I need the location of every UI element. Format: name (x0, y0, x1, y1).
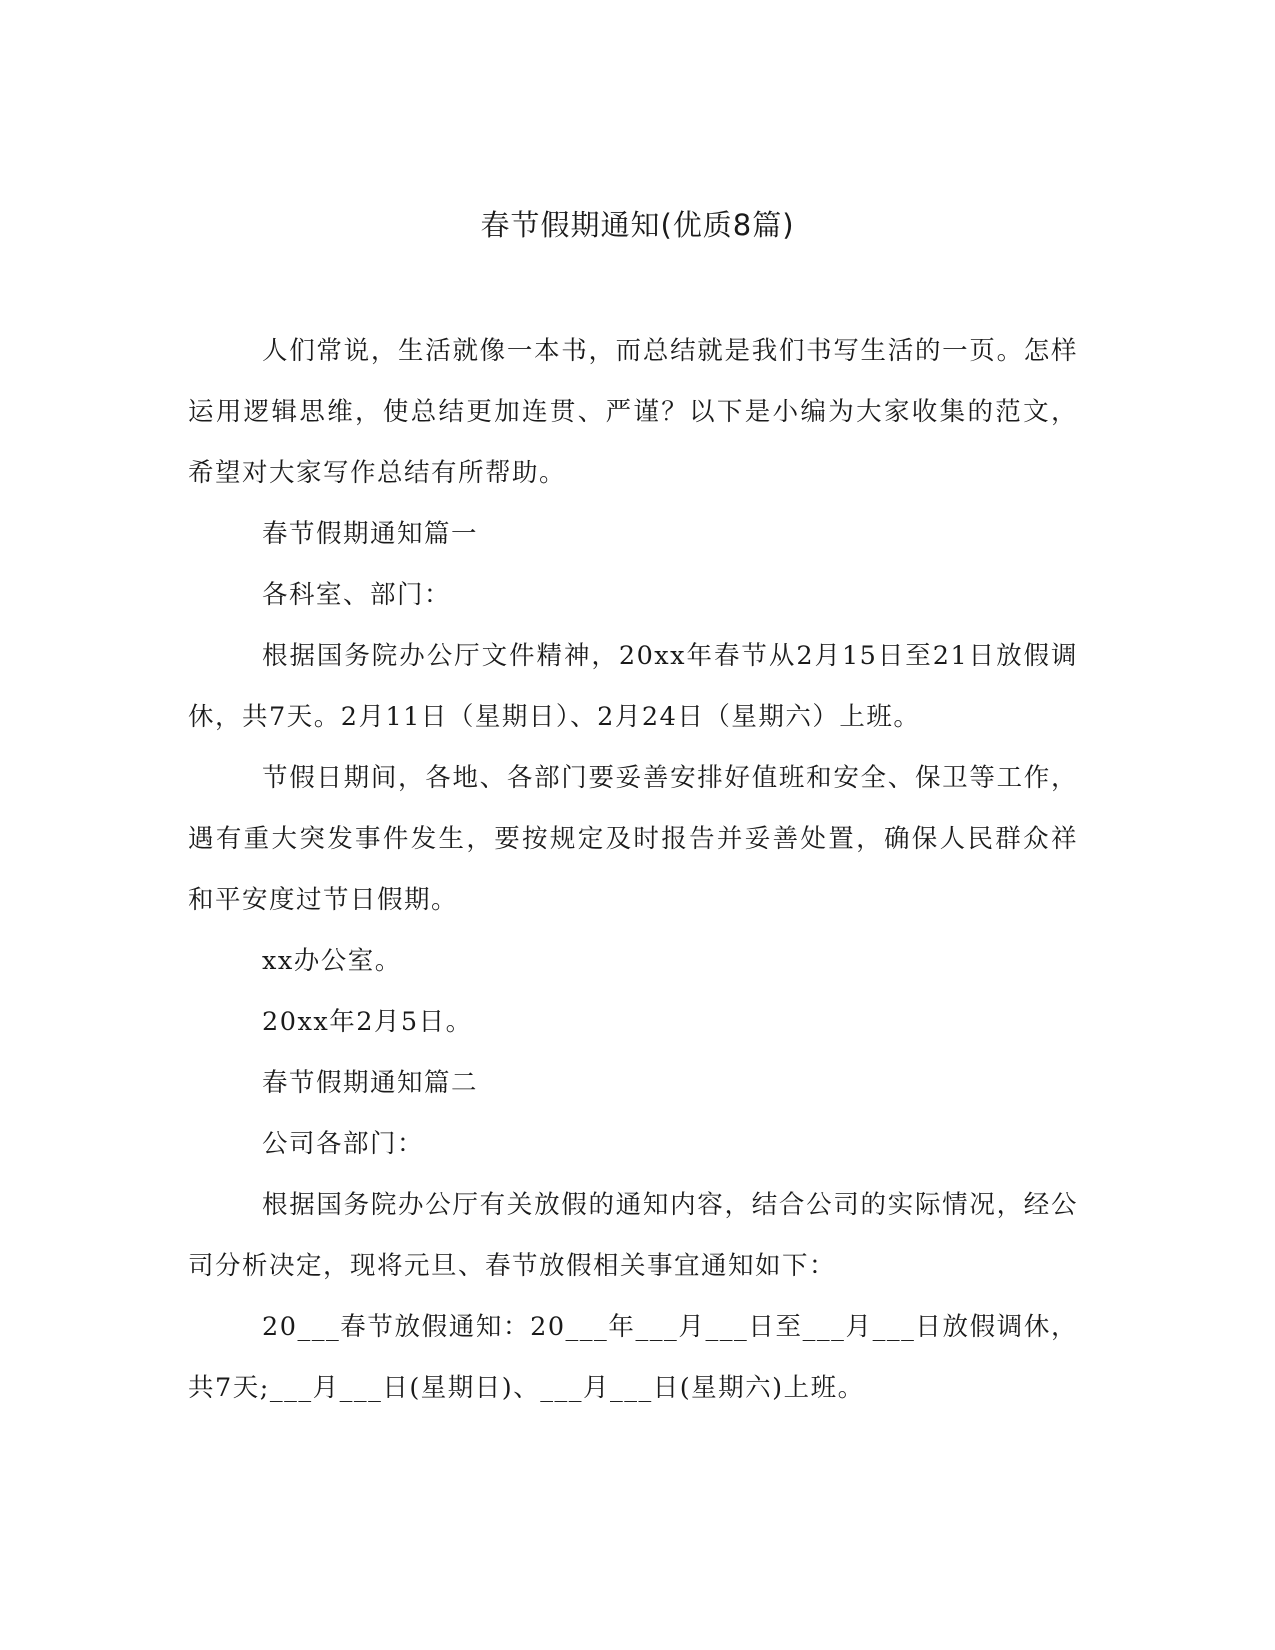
section-heading-1: 春节假期通知篇一 (262, 519, 479, 549)
signature-date: 20xx年2月5日。 (262, 1007, 473, 1037)
salutation-1: 各科室、部门： (262, 580, 452, 610)
document-body (188, 321, 1078, 1419)
notice-2-schedule-paragraph: 20___春节放假通知：20___年___月___日至___月___日放假调休，共7天;___月___日(星期日)、___月___日(星期六)上班。 (188, 1312, 1078, 1403)
salutation-2: 公司各部门： (262, 1129, 425, 1159)
document-title: 春节假期通知(优质8篇) (480, 208, 795, 242)
notice-2-paragraph: 根据国务院办公厅有关放假的通知内容，结合公司的实际情况，经公司分析决定，现将元旦、春节放假相关事宜通知如下： (188, 1190, 1078, 1281)
intro-paragraph: 人们常说，生活就像一本书，而总结就是我们书写生活的一页。怎样运用逻辑思维，使总结更加连贯、严谨？以下是小编为大家收集的范文，希望对大家写作总结有所帮助。 (188, 336, 1078, 488)
notice-1-paragraph: 根据国务院办公厅文件精神，20xx年春节从2月15日至21日放假调休，共7天。2月11日（星期日）、2月24日（星期六）上班。 (188, 641, 1078, 732)
signature-office: xx办公室。 (262, 946, 402, 976)
section-heading-2: 春节假期通知篇二 (262, 1068, 479, 1098)
notice-1-duty-paragraph: 节假日期间，各地、各部门要妥善安排好值班和安全、保卫等工作，遇有重大突发事件发生，要按规定及时报告并妥善处置，确保人民群众祥和平安度过节日假期。 (188, 763, 1078, 915)
